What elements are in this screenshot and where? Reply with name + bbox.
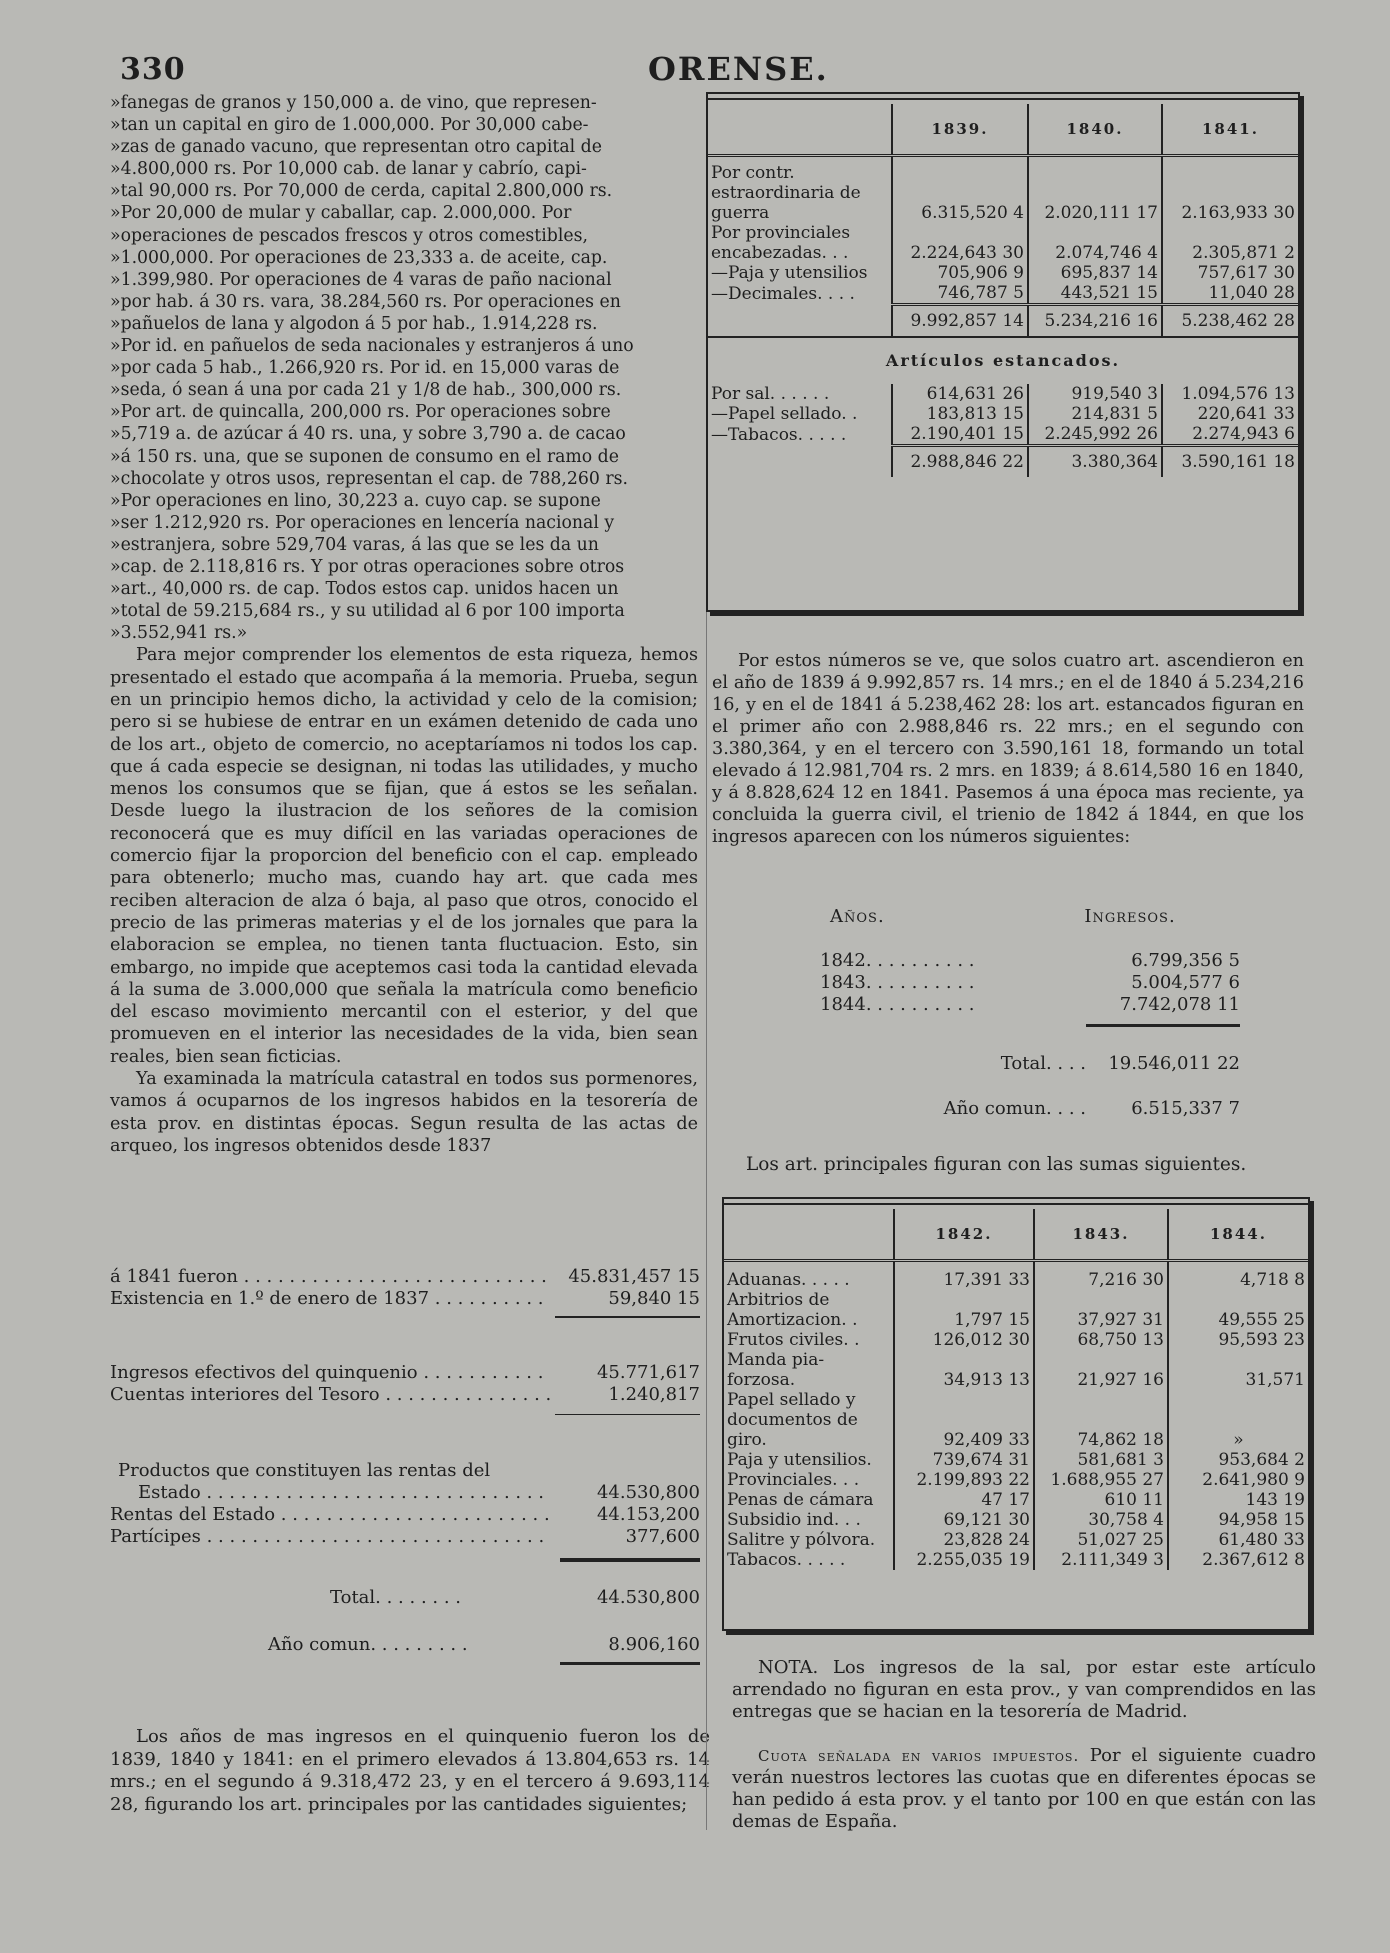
row-label: —Decimales. . . . [711, 283, 855, 304]
cell-value: 2.224,643 30 [892, 223, 1028, 263]
table-row [724, 1470, 1308, 1490]
cell-value: 69,121 30 [894, 1510, 1034, 1530]
quote-line: »1.399,980. Por operaciones de 4 varas de paño nacional [110, 269, 612, 290]
row-label: Subsidio ind. . . [727, 1510, 861, 1530]
table-1842-1844 [722, 1197, 1310, 1631]
row-label: Papel sellado y documentos de giro. [727, 1390, 858, 1450]
divider [555, 1414, 700, 1415]
total-value: 2.988,846 22 [892, 446, 1028, 478]
years-average-value: 6.515,337 7 [1131, 1098, 1240, 1119]
years-total-value: 19.546,011 22 [1108, 1053, 1240, 1074]
cell-value: 757,617 30 [1162, 263, 1298, 283]
quote-line: »cap. de 2.118,816 rs. Y por otras operaciones sobre otros [110, 556, 625, 577]
cell-value: 92,409 33 [894, 1390, 1034, 1450]
total-value: 3.590,161 18 [1162, 446, 1298, 478]
cell-value: 30,758 4 [1034, 1510, 1168, 1530]
quote-line: »Por 20,000 de mular y caballar, cap. 2.000,000. Por [110, 203, 572, 224]
year-label: 1843. . . . . . . . . . [820, 972, 975, 993]
ledger-label: Partícipes . . . [110, 1526, 550, 1548]
cell-value: 183,813 15 [892, 404, 1028, 424]
header-year: 1841. [1162, 104, 1298, 156]
cell-value: 610 11 [1034, 1490, 1168, 1510]
header-year: 1844. [1168, 1209, 1308, 1261]
quota-text: Por el siguiente cuadro verán nuestros lectores las cuotas que en diferentes épocas se han pedido á esta prov. y el tanto por 100 en que están con las demas de España. [732, 1745, 1316, 1832]
years-total-label: Total. . . . [1000, 1053, 1086, 1074]
ledger-row [110, 1266, 700, 1288]
average-label: Año comun. . . . . . . . . [268, 1634, 468, 1655]
quote-line: »por cada 5 hab., 1.266,920 rs. Por id. en 15,000 varas de [110, 358, 620, 379]
table-row [708, 223, 1298, 263]
row-label: Por sal. . . . . . [711, 384, 830, 404]
frame-top-rule [724, 1199, 1308, 1205]
quote-line: »chocolate y otros usos, representan el cap. de 788,260 rs. [110, 468, 629, 489]
header-year: 1840. [1028, 104, 1162, 156]
row-label: Paja y utensilios. [727, 1450, 872, 1470]
section-row [708, 337, 1298, 384]
table-row [724, 1550, 1308, 1570]
row-label: Aduanas. . . . . [727, 1270, 850, 1290]
cell-value: 2.190,401 15 [892, 424, 1028, 446]
cell-value: 49,555 25 [1168, 1290, 1308, 1330]
cell-value: 17,391 33 [894, 1261, 1034, 1291]
cell-value: 705,906 9 [892, 263, 1028, 283]
ledger-heading: Productos que constituyen las rentas del [118, 1460, 491, 1481]
page-number: 330 [120, 52, 186, 87]
quote-line: »ser 1.212,920 rs. Por operaciones en lencería nacional y [110, 512, 615, 533]
header-year: 1839. [892, 104, 1028, 156]
table-row [724, 1261, 1308, 1291]
row-label: Arbitrios de Amortizacion. . [727, 1290, 858, 1330]
row-label: Manda pia-forzosa. [727, 1350, 825, 1390]
cell-value: 2.199,893 22 [894, 1470, 1034, 1490]
table-row [708, 424, 1298, 446]
ledger-value: 44.530,800 [596, 1482, 700, 1503]
ledger-row [110, 1526, 700, 1548]
quote-line: »3.552,941 rs.» [110, 623, 248, 644]
col-income: Ingresos. [1084, 906, 1176, 927]
years-row [820, 950, 1240, 972]
row-label: Penas de cámara [727, 1490, 874, 1510]
right-text [712, 650, 1304, 848]
cell-value: 2.163,933 30 [1162, 156, 1298, 224]
left-column [110, 92, 698, 1157]
table-row [724, 1350, 1308, 1390]
cell-value: 581,681 3 [1034, 1450, 1168, 1470]
row-label: Por contr. estraordinaria de guerra [711, 163, 861, 223]
quote-line: »zas de ganado vacuno, que representan otro capital de [110, 137, 602, 158]
total-row [330, 1587, 700, 1608]
row-label: Tabacos. . . . . [727, 1550, 846, 1570]
table-row [724, 1450, 1308, 1470]
ledger-value: 377,600 [625, 1526, 700, 1547]
total-empty [708, 305, 892, 338]
quote-line: »seda, ó sean á una por cada 21 y 1/8 de hab., 300,000 rs. [110, 380, 622, 401]
quote-line: »Por art. de quincalla, 200,000 rs. Por operaciones sobre [110, 402, 611, 423]
table-row [708, 263, 1298, 283]
note-block [732, 1657, 1316, 1833]
left-bottom-text [110, 1726, 710, 1816]
cell-value: 1.094,576 13 [1162, 384, 1298, 404]
cell-value: 214,831 5 [1028, 404, 1162, 424]
cell-value: » [1168, 1390, 1308, 1450]
ledger-row [110, 1504, 700, 1526]
total-value: 44.530,800 [596, 1587, 700, 1608]
quote-line: »1.000,000. Por operaciones de 23,333 a. de aceite, cap. [110, 247, 608, 268]
year-value: 5.004,577 6 [1131, 972, 1240, 993]
row-label: Salitre y pólvora. [727, 1530, 876, 1550]
paragraph: Ya examinada la matrícula catastral en todos sus pormenores, vamos á ocuparnos de los ingresos habidos en la tesorería de esta prov. en distintas épocas. Segun resulta de las actas de arqueo, los ingresos obtenidos desde 1837 [110, 1068, 698, 1156]
table-main-articles [724, 1209, 1308, 1570]
ledger-row [110, 1288, 700, 1310]
quote-line: »por hab. á 30 rs. vara, 38.284,560 rs. Por operaciones en [110, 291, 621, 312]
year-label: 1842. . . . . . . . . . [820, 950, 975, 971]
ledger-receipts [110, 1266, 700, 1318]
year-value: 6.799,356 5 [1131, 950, 1240, 971]
ledger-label: Existencia en 1.º de enero de 1837 . . . [110, 1288, 550, 1310]
ledger-row [110, 1482, 700, 1504]
cell-value: 2.367,612 8 [1168, 1550, 1308, 1570]
cell-value: 953,684 2 [1168, 1450, 1308, 1470]
header-empty [724, 1209, 894, 1261]
section-title: Artículos estancados. [708, 337, 1298, 384]
cell-value: 126,012 30 [894, 1330, 1034, 1350]
header-year: 1842. [894, 1209, 1034, 1261]
cell-value: 2.305,871 2 [1162, 223, 1298, 263]
cell-value: 2.641,980 9 [1168, 1470, 1308, 1490]
ledger-effective [110, 1362, 700, 1415]
paragraph: Los años de mas ingresos en el quinquenio fueron los de 1839, 1840 y 1841: en el primero elevados á 13.804,653 rs. 14 mrs.; en el segundo á 9.318,472 23, y en el tercero á 9.693,114 28, figurando los art. principales por las cantidades siguientes; [110, 1726, 710, 1815]
cell-value: 695,837 14 [1028, 263, 1162, 283]
year-label: 1844. . . . . . . . . . [820, 994, 975, 1015]
row-label: Provinciales. . . [727, 1470, 860, 1490]
cell-value: 61,480 33 [1168, 1530, 1308, 1550]
table-total-row [708, 305, 1298, 338]
table-row [708, 384, 1298, 404]
total-value: 3.380,364 [1028, 446, 1162, 478]
quote-line: »tal 90,000 rs. Por 70,000 de cerda, capital 2.800,000 rs. [110, 181, 613, 202]
table-row [708, 283, 1298, 305]
ledger-value: 45.771,617 [596, 1362, 700, 1383]
total-empty [708, 446, 892, 478]
cell-value: 21,927 16 [1034, 1350, 1168, 1390]
paragraph: Por estos números se ve, que solos cuatro art. ascendieron en el año de 1839 á 9.992,857 rs. 14 mrs.; en el de 1840 á 5.234,216 16, y en el de 1841 á 5.238,462 28: los art. estancados figuran en el primer año con 2.988,846 rs. 22 mrs.; en el segundo con 3.380,364, y en el tercero con 3.590,161 18, formando un total elevado á 12.981,704 rs. 2 mrs. en 1839; á 8.614,580 16 en 1840, y á 8.828,624 12 en 1841. Pasemos á una época mas reciente, ya concluida la guerra civil, el trienio de 1842 á 1844, en que los ingresos aparecen con los números siguientes: [712, 651, 1304, 847]
cell-value: 7,216 30 [1034, 1261, 1168, 1291]
quote-line: »total de 59.215,684 rs., y su utilidad al 6 por 100 importa [110, 601, 625, 622]
total-value: 5.234,216 16 [1028, 305, 1162, 338]
quote-line: »Por operaciones en lino, 30,223 a. cuyo cap. se supone [110, 490, 601, 511]
cell-value: 4,718 8 [1168, 1261, 1308, 1291]
years-table [820, 900, 1240, 1124]
ledger-row [110, 1362, 700, 1384]
cell-value: 443,521 15 [1028, 283, 1162, 305]
table-row [708, 156, 1298, 224]
row-label: —Paja y utensilios [711, 263, 868, 283]
divider [560, 1662, 700, 1665]
total-value: 9.992,857 14 [892, 305, 1028, 338]
row-label: Frutos civiles. . [727, 1330, 860, 1350]
cell-value: 6.315,520 4 [892, 156, 1028, 224]
table-intro-line: Los art. principales figuran con las sumas siguientes. [746, 1154, 1247, 1175]
table-row [708, 404, 1298, 424]
years-row [820, 994, 1240, 1016]
table-1839-1841 [706, 92, 1300, 612]
cell-value: 746,787 5 [892, 283, 1028, 305]
cell-value: 614,631 26 [892, 384, 1028, 404]
years-total [820, 1049, 1240, 1079]
table-total-row [708, 446, 1298, 478]
cell-value: 919,540 3 [1028, 384, 1162, 404]
total-label: Total. . . . . . . . [330, 1587, 461, 1608]
table-row [724, 1330, 1308, 1350]
cell-value: 2.111,349 3 [1034, 1550, 1168, 1570]
ledger-label: Estado . . . [138, 1482, 550, 1504]
header-year: 1843. [1034, 1209, 1168, 1261]
col-years: Años. [830, 906, 885, 927]
total-value: 5.238,462 28 [1162, 305, 1298, 338]
ledger-label: á 1841 fueron . . . [110, 1266, 550, 1288]
cell-value: 2.074,746 4 [1028, 223, 1162, 263]
table-row [724, 1490, 1308, 1510]
page-title: ORENSE. [648, 50, 829, 88]
quote-line: »Por id. en pañuelos de seda nacionales y estranjeros á uno [110, 336, 634, 357]
cell-value: 1,797 15 [894, 1290, 1034, 1330]
note-paragraph: NOTA. Los ingresos de la sal, por estar este artículo arrendado no figuran en esta prov., y van comprendidos en las entregas que se hacian en la tesorería de Madrid. [732, 1657, 1316, 1722]
header-empty [708, 104, 892, 156]
quote-line: »fanegas de granos y 150,000 a. de vino, que represen- [110, 93, 597, 113]
cell-value: 37,927 31 [1034, 1290, 1168, 1330]
table-contributions [708, 104, 1298, 477]
quote-line: »4.800,000 rs. Por 10,000 cab. de lanar y cabrío, capi- [110, 159, 587, 180]
cell-value: 95,593 23 [1168, 1330, 1308, 1350]
spacer [820, 934, 1240, 950]
table-row [724, 1510, 1308, 1530]
table-row [724, 1390, 1308, 1450]
table-header-row [724, 1209, 1308, 1261]
cell-value: 34,913 13 [894, 1350, 1034, 1390]
cell-value: 2.274,943 6 [1162, 424, 1298, 446]
cell-value: 143 19 [1168, 1490, 1308, 1510]
ledger-value: 44.153,200 [596, 1504, 700, 1525]
row-label: —Papel sellado. . [711, 404, 858, 424]
ledger-label: Cuentas interiores del Tesoro . . . [110, 1384, 550, 1406]
cell-value: 68,750 13 [1034, 1330, 1168, 1350]
cell-value: 2.020,111 17 [1028, 156, 1162, 224]
cell-value: 2.245,992 26 [1028, 424, 1162, 446]
quote-line: »tan un capital en giro de 1.000,000. Por 30,000 cabe- [110, 115, 589, 136]
year-value: 7.742,078 11 [1119, 994, 1240, 1015]
ledger-value: 1.240,817 [608, 1384, 700, 1405]
cell-value: 31,571 [1168, 1350, 1308, 1390]
quote-line: »art., 40,000 rs. de cap. Todos estos cap. unidos hacen un [110, 579, 619, 600]
years-average [820, 1094, 1240, 1124]
divider [555, 1316, 700, 1318]
ledger-value: 45.831,457 15 [568, 1266, 700, 1287]
cell-value: 47 17 [894, 1490, 1034, 1510]
quote-line: »5,719 a. de azúcar á 40 rs. una, y sobre 3,790 a. de cacao [110, 424, 626, 445]
cell-value: 1.688,955 27 [1034, 1470, 1168, 1490]
table-row [724, 1530, 1308, 1550]
quote-line: »operaciones de pescados frescos y otros comestibles, [110, 225, 588, 246]
frame-top-rule [708, 94, 1298, 100]
ledger-label: Rentas del Estado . . . [110, 1504, 550, 1526]
quote-line: »estranjera, sobre 529,704 varas, á las que se les da un [110, 534, 599, 555]
years-row [820, 972, 1240, 994]
cell-value: 74,862 18 [1034, 1390, 1168, 1450]
quota-paragraph [732, 1745, 1316, 1833]
quote-line: »pañuelos de lana y algodon á 5 por hab., 1.914,228 rs. [110, 313, 598, 334]
quote-block [110, 92, 698, 644]
cell-value: 51,027 25 [1034, 1530, 1168, 1550]
years-average-label: Año comun. . . . [943, 1098, 1086, 1119]
quota-heading: Cuota señalada en varios impuestos. [758, 1747, 1080, 1765]
row-label: —Tabacos. . . . . [711, 424, 847, 445]
ledger-row [110, 1384, 700, 1406]
average-row [268, 1634, 700, 1655]
table-header-row [708, 104, 1298, 156]
table-row [724, 1290, 1308, 1330]
divider [560, 1558, 700, 1562]
average-value: 8.906,160 [608, 1634, 700, 1655]
paragraph: Para mejor comprender los elementos de esta riqueza, hemos presentado el estado que acompaña á la memoria. Prueba, segun en un principio hemos dicho, la actividad y celo de la comision; pero si se hubiese de entrar en un exámen detenido de cada uno de los art., objeto de comercio, no aceptaríamos ni todos los cap. que á cada especie se designan, ni todas las utilidades, y mucho menos los consumos que se fijan, que á estos se les señalan. Desde luego la ilustracion de los señores de la comision reconocerá que es muy difícil en las variadas operaciones de comercio fijar la proporcion del beneficio con el cap. empleado para obtenerlo; mucho mas, cuando hay art. que cada mes reciben alteracion de alza ó baja, al paso que otros, conocido el precio de las primeras materias y el de los jornales que para la elaboracion se emplea, no tienen tanta fluctuacion. Esto, sin embargo, no impide que aceptemos casi toda la cantidad elevada á la suma de 3.000,000 que señala la matrícula como beneficio del escaso movimiento mercantil con el esterior, y del que promueven en el interior las necesidades de la vida, bien sean reales, bien sean ficticias. [110, 645, 698, 1067]
row-label: Por provinciales encabezadas. . . [711, 223, 851, 263]
cell-value: 2.255,035 19 [894, 1550, 1034, 1570]
ledger-products [110, 1460, 700, 1562]
divider [1086, 1024, 1240, 1027]
cell-value: 23,828 24 [894, 1530, 1034, 1550]
years-header [820, 900, 1240, 934]
ledger-label: Ingresos efectivos del quinquenio . . . [110, 1362, 550, 1384]
cell-value: 739,674 31 [894, 1450, 1034, 1470]
cell-value: 94,958 15 [1168, 1510, 1308, 1530]
quote-line: »á 150 rs. una, que se suponen de consumo en el ramo de [110, 446, 619, 467]
ledger-value: 59,840 15 [608, 1288, 700, 1309]
cell-value: 220,641 33 [1162, 404, 1298, 424]
cell-value: 11,040 28 [1162, 283, 1298, 305]
